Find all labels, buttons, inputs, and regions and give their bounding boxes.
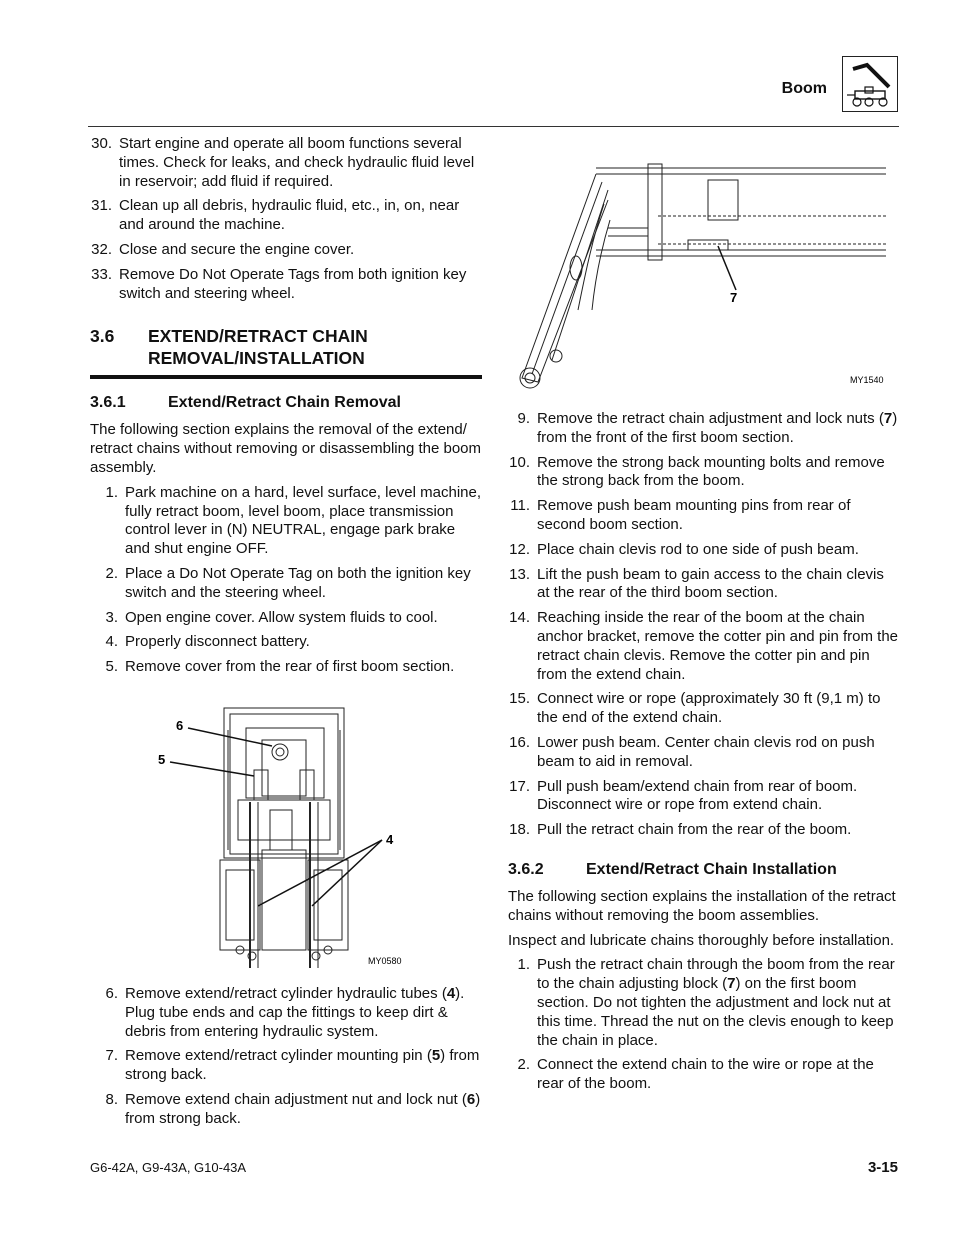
list-item: 17. Pull push beam/extend chain from rear of boom. Disconnect wire or rope from extend chain. <box>509 777 858 814</box>
list-item: 16. Lower push beam. Center chain clevis rod on push beam to aid in removal. <box>509 733 875 770</box>
callout-4: 4 <box>386 832 394 847</box>
subsection-heading-removal: 3.6.1 Extend/Retract Chain Removal <box>90 394 401 412</box>
list-item: 13. Lift the push beam to gain access to the chain clevis at the rear of the third boom section. <box>509 565 884 602</box>
removal-intro: The following section explains the removal of the extend/ retract chains without removing or disassembling the boom assembly. <box>90 421 482 476</box>
list-item: 12. Place chain clevis rod to one side of push beam. <box>509 540 859 558</box>
list-item: 2. Connect the extend chain to the wire or rope at the rear of the boom. <box>517 1056 874 1093</box>
footer-models: G6-42A, G9-43A, G10-43A <box>90 1160 247 1175</box>
list-item: 31. Clean up all debris, hydraulic fluid, etc., in, on, near and around the machine. <box>91 197 460 234</box>
list-item: 5. Remove cover from the rear of first boom section. <box>105 658 455 676</box>
installation-intro-2: Inspect and lubricate chains thoroughly before installation. <box>508 931 895 949</box>
list-item: 15. Connect wire or rope (approximately 30 ft (9,1 m) to the end of the extend chain. <box>509 690 881 727</box>
list-item: 1. Push the retract chain through the boom from the rear to the chain adjusting block (7) on the first boom section. Do not tighten the adjustment and lock nut at this time. Thread the nut on the clevis enough to keep the chain in place. <box>517 956 895 1049</box>
list-item: 14. Reaching inside the rear of the boom at the chain anchor bracket, remove the cotter pin and pin from the retract chain clevis. Remove the cotter pin and pin from the extend chain. <box>509 609 899 683</box>
boom-machine-icon <box>842 56 898 112</box>
list-item: 4. Properly disconnect battery. <box>105 633 310 651</box>
figure-id: MY1540 <box>850 375 884 385</box>
header-title: Boom <box>781 80 827 97</box>
steps-30-33 <box>90 135 482 303</box>
callout-6: 6 <box>176 718 184 733</box>
list-item: 9. Remove the retract chain adjustment and lock nuts (7) from the front of the first boom section. <box>517 410 898 446</box>
list-item: 30. Start engine and operate all boom functions several times. Check for leaks, and check hydraulic fluid level in reservoir; add fluid if required. <box>91 135 475 190</box>
installation-intro-1: The following section explains the installation of the retract chains without removing the boom assemblies. <box>508 887 896 924</box>
figure-boom-side <box>508 160 888 392</box>
list-item: 6. Remove extend/retract cylinder hydraulic tubes (4). Plug tube ends and cap the fittings to keep dirt & debris from entering hydraulic system. <box>105 985 465 1040</box>
subsection-heading-installation: 3.6.2 Extend/Retract Chain Installation <box>508 860 837 878</box>
figure-id: MY0580 <box>368 956 402 966</box>
steps-1-5 <box>96 484 482 677</box>
section-rule <box>90 375 482 379</box>
list-item: 3. Open engine cover. Allow system fluids to cool. <box>105 608 438 626</box>
list-item: 7. Remove extend/retract cylinder mounting pin (5) from strong back. <box>105 1047 480 1084</box>
installation-steps <box>508 956 900 1094</box>
page-number: 3-15 <box>867 1159 898 1176</box>
left-column-bottom <box>96 985 482 1135</box>
section-heading: 3.6 EXTEND/RETRACT CHAIN REMOVAL/INSTALLATION <box>90 326 368 369</box>
list-item: 18. Pull the retract chain from the rear of the boom. <box>509 821 852 839</box>
callout-7: 7 <box>730 290 738 305</box>
right-column <box>508 410 900 1100</box>
header-rule <box>88 126 899 127</box>
left-column <box>90 135 482 683</box>
list-item: 1. Park machine on a hard, level surface, level machine, fully retract boom, level boom, place transmission control lever in (N) NEUTRAL, engage park brake and shut engine OFF. <box>105 483 482 558</box>
list-item: 10. Remove the strong back mounting bolts and remove the strong back from the boom. <box>509 453 885 490</box>
list-item: 33. Remove Do Not Operate Tags from both ignition key switch and steering wheel. <box>91 265 467 302</box>
callout-5: 5 <box>158 752 166 767</box>
list-item: 32. Close and secure the engine cover. <box>91 240 355 258</box>
list-item: 11. Remove push beam mounting pins from rear of second boom section. <box>510 497 851 533</box>
list-item: 8. Remove extend chain adjustment nut and lock nut (6) from strong back. <box>105 1090 481 1127</box>
steps-9-18 <box>508 410 900 840</box>
list-item: 2. Place a Do Not Operate Tag on both the ignition key switch and the steering wheel. <box>105 564 471 601</box>
figure-strong-back <box>150 700 410 975</box>
steps-6-8 <box>96 985 482 1129</box>
